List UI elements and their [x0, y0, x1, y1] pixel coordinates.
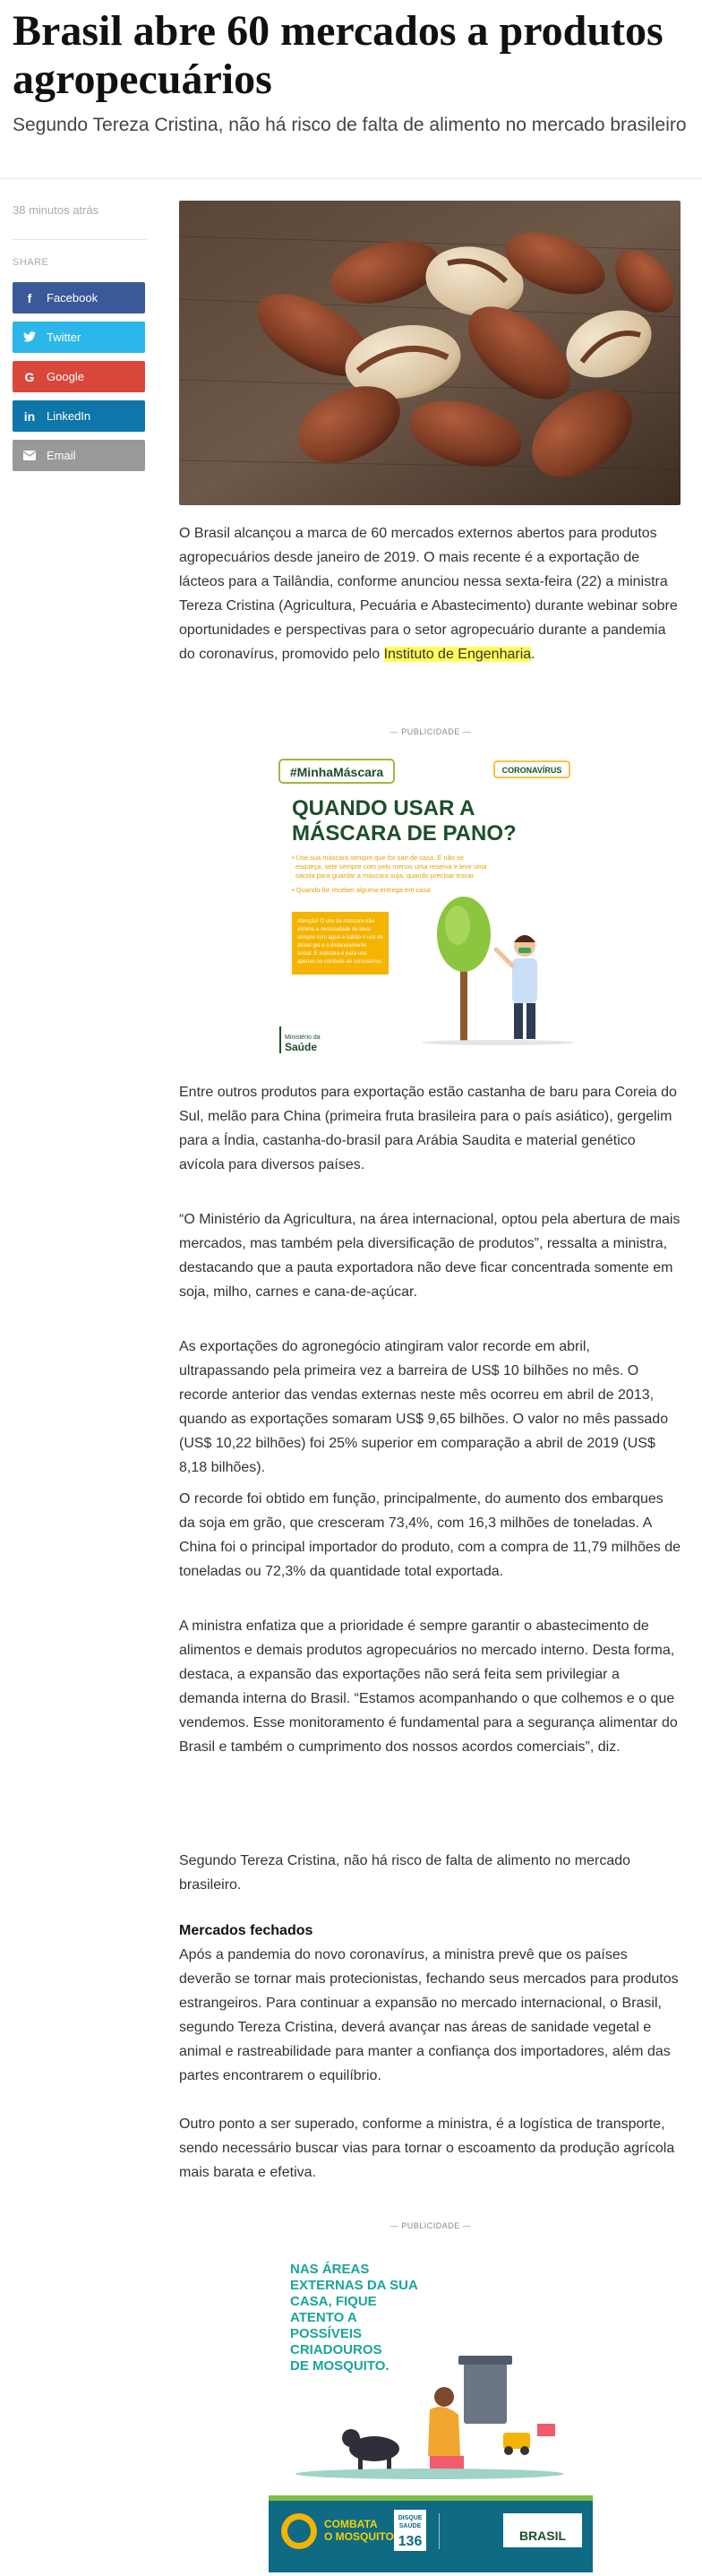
- ad-headline: QUANDO USAR A: [292, 796, 475, 820]
- paragraph-text: .: [531, 647, 535, 662]
- ad-text: NAS ÁREAS: [290, 2262, 370, 2277]
- paragraph: Outro ponto a ser superado, conforme a ministra, é a logística de transporte, sendo necessário buscar vias para tornar o escoamento da produção agrícola mais barata e efetiva.: [179, 2117, 675, 2180]
- ad-bullet: esqueça, sete sempre com pelo menos uma reserva e leve uma: [295, 863, 487, 871]
- paragraph: As exportações do agronegócio atingiram valor recorde em abril, ultrapassando pela primeira vez a barreira de US$ 10 bilhões no mês. O recorde anterior das vendas externas neste mês ocorreu em abril de 2013, quando as exportações somaram US$ 9,65 bilhões. O valor no mês passado (US$ 10,22 bilhões) foi 25% superior em comparação a abril de 2019 (US$ 8,18 bilhões).: [179, 1339, 669, 1475]
- ad-text: SAÚDE: [398, 2523, 422, 2529]
- email-icon: [13, 449, 47, 463]
- paragraph: “O Ministério da Agricultura, na área internacional, optou pela abertura de mais mercados, mas também pela diversificação de produtos”, ressalta a ministra, destacando que a pauta exportadora não deve ficar concentrada somente em soja, milho, carnes e cana-de-açúcar.: [179, 1212, 681, 1300]
- share-button-label: LinkedIn: [47, 409, 91, 423]
- ad-text: DE MOSQUITO.: [290, 2358, 390, 2374]
- publish-time: 38 minutos atrás: [13, 203, 99, 217]
- article-title: Brasil abre 60 mercados a produtos agropecuários: [13, 7, 663, 103]
- section-subheading: Mercados fechados: [179, 1923, 313, 1938]
- share-google-button[interactable]: [13, 361, 145, 392]
- share-linkedin-button[interactable]: [13, 400, 145, 432]
- ad-text: CASA, FIQUE: [290, 2294, 377, 2309]
- ad-text: CRIADOUROS: [290, 2342, 382, 2357]
- ad-text: POSSÍVEIS: [290, 2326, 363, 2341]
- ad-text: BRASIL: [518, 2529, 567, 2543]
- ad-bullet: sacola para guardar a máscara suja, quando precisar trocar.: [295, 872, 475, 880]
- ad-headline: MÁSCARA DE PANO?: [292, 821, 517, 846]
- share-twitter-button[interactable]: [13, 322, 145, 353]
- ad-tag: #MinhaMáscara: [289, 765, 384, 779]
- article-main-image: [179, 201, 681, 505]
- article-header: [0, 0, 702, 179]
- share-button-label: Google: [47, 370, 84, 383]
- ad-box-text: social. E máscara é para uso: [297, 951, 367, 957]
- paragraph: [179, 521, 682, 666]
- paragraph: [179, 1919, 682, 2088]
- ad-bullet: • Quando for receber alguma entrega em casa: [292, 886, 431, 894]
- twitter-icon: [13, 331, 47, 345]
- ad-text: ATENTO A: [290, 2310, 357, 2325]
- instituto-engenharia-link[interactable]: Instituto de Engenharia: [383, 647, 532, 662]
- ad-box-text: Atenção! O uso da máscara não: [297, 919, 375, 924]
- ad-text: 136: [398, 2534, 423, 2549]
- divider: [13, 239, 147, 240]
- ad-box-text: elimina a necessidade de lavar: [297, 927, 372, 932]
- share-facebook-button[interactable]: [13, 282, 145, 313]
- facebook-icon: f: [27, 290, 32, 305]
- ad-text: COMBATA: [324, 2518, 378, 2530]
- ad-text: O MOSQUITO: [324, 2530, 394, 2543]
- share-button-label: Email: [47, 449, 76, 462]
- ad-box-text: apenas no combate ao coronavírus.: [297, 959, 383, 965]
- ad-box-text: álcool gel e o distanciamento: [297, 943, 367, 949]
- ad-mask-banner[interactable]: [274, 751, 587, 1060]
- paragraph: A ministra enfatiza que a prioridade é sempre garantir o abastecimento de alimentos e demais produtos agropecuários no mercado interno. Desta forma, destaca, a expansão das exportações não será feita sem privilegiar a demanda interna do Brasil. “Estamos acompanhando o que colhemos e o que vendemos. Esse monitoramento é fundamental para a segurança alimentar do Brasil e também o cumprimento dos nossos acordos comerciais”, diz.: [179, 1619, 678, 1755]
- ad-text: DISQUE: [398, 2515, 423, 2521]
- ad-logo: Saúde: [285, 1041, 318, 1053]
- share-button-label: Twitter: [47, 331, 81, 344]
- ad-badge: CORONAVÍRUS: [501, 766, 562, 775]
- ad-text: EXTERNAS DA SUA: [290, 2278, 418, 2293]
- linkedin-icon: in: [23, 408, 36, 424]
- ad-mosquito-banner[interactable]: [269, 2245, 593, 2572]
- ad-bullet: • Use sua máscara sempre que for sair de casa. É não se: [292, 854, 464, 862]
- paragraph-text: O Brasil alcançou a marca de 60 mercados externos abertos para produtos agropecuários desde janeiro de 2019. O mais recente é a exportação de lácteos para a Tailândia, conforme anunciou nessa sexta-feira (22) a ministra Tereza Cristina (Agricultura, Pecuária e Abastecimento) durante webinar sobre oportunidades e perspectivas para o setor agropecuário durante a pandemia do coronavírus, promovido pelo: [179, 526, 678, 662]
- paragraph: O recorde foi obtido em função, principalmente, do aumento dos embarques da soja em grão, que cresceram 73,4%, com 16,3 milhões de toneladas. A China foi o principal importador do produto, com a compra de 11,79 milhões de toneladas ou 72,3% da quantidade total exportada.: [179, 1491, 681, 1579]
- article-subtitle: Segundo Tereza Cristina, não há risco de falta de alimento no mercado brasileiro: [13, 115, 687, 135]
- share-label: SHARE: [13, 257, 49, 268]
- ad-logo: Ministério da: [285, 1035, 321, 1041]
- ad-box-text: sempre com água e sabão o uso de: [297, 935, 383, 940]
- paragraph-text: Após a pandemia do novo coronavírus, a ministra prevê que os países deverão se tornar mais protecionistas, fechando seus mercados para produtos estrangeiros. Para continuar a expansão no mercado internacional, o Brasil, segundo Tereza Cristina, deverá avançar nas áreas de sanidade vegetal e animal e rastreabilidade para manter a confiança dos importadores, além das partes encontrarem o equilíbrio.: [179, 1947, 679, 2083]
- google-icon: G: [24, 369, 35, 384]
- advertising-label: — PUBLICIDADE —: [390, 727, 472, 736]
- article-body: [179, 201, 682, 2549]
- paragraph: Segundo Tereza Cristina, não há risco de falta de alimento no mercado brasileiro.: [179, 1853, 631, 1893]
- share-button-label: Facebook: [47, 291, 98, 305]
- advertising-label: — PUBLICIDADE —: [390, 2221, 472, 2230]
- paragraph: Entre outros produtos para exportação estão castanha de baru para Coreia do Sul, melão para China (primeira fruta brasileira para o país asiático), gergelim para a Índia, castanha-do-brasil para Arábia Saudita e material genético avícola para diversos países.: [179, 1085, 677, 1172]
- share-email-button[interactable]: [13, 440, 145, 471]
